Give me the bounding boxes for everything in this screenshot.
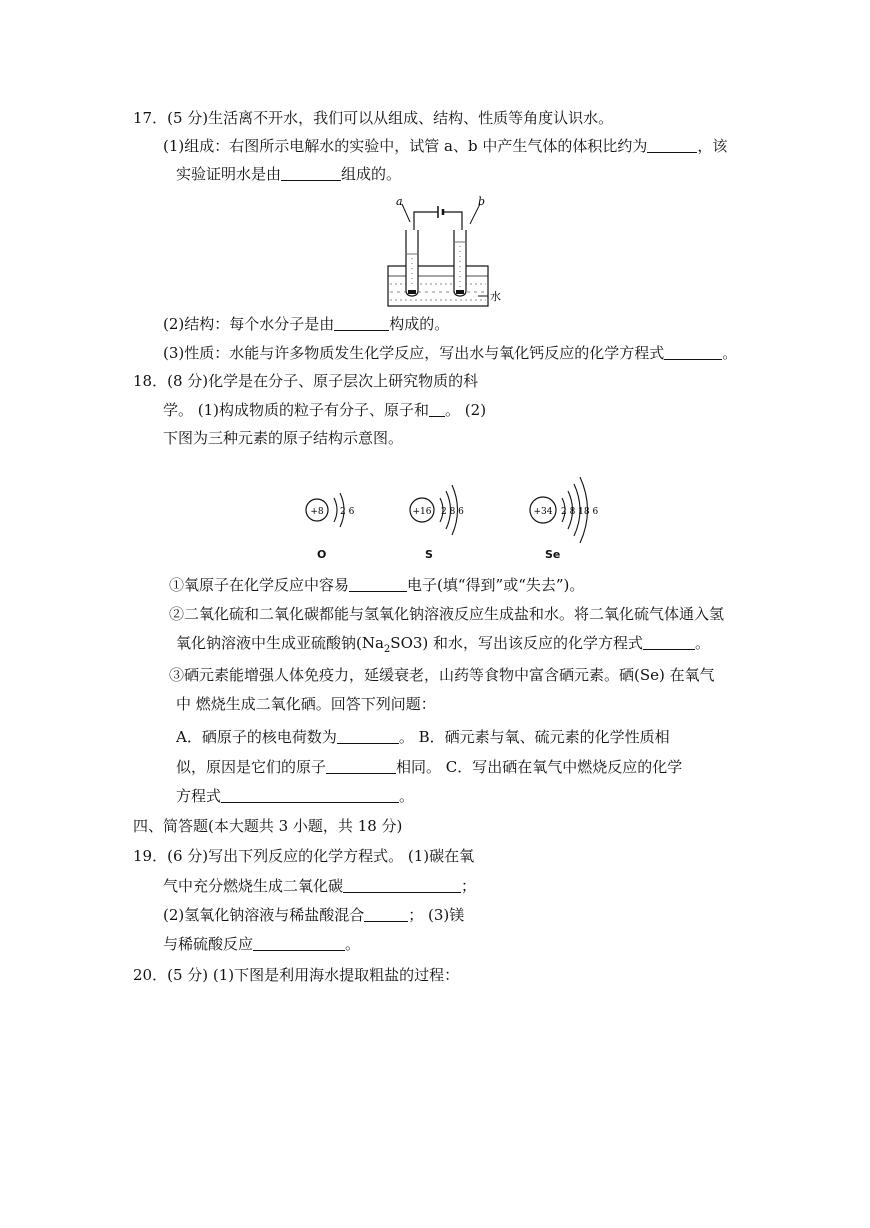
q17-equation-blank[interactable] — [664, 345, 722, 360]
q19-line2-text-a: 气中充分燃烧生成二氧化碳 — [163, 877, 344, 895]
q19-mg-blank[interactable] — [253, 936, 345, 951]
q18-sub3-lineB — [176, 757, 682, 777]
q17-part1-text-d: 组成的。 — [341, 165, 402, 183]
q18-sub2-subscript: 2 — [383, 644, 391, 655]
q18-charge-blank[interactable] — [337, 729, 399, 744]
q19-line3 — [163, 905, 464, 925]
q18-line2-text-b: 。 (2) — [445, 401, 487, 419]
shells-selenium: 2 8 18 6 — [561, 507, 599, 517]
q18-electron-blank[interactable] — [349, 577, 407, 592]
electrolysis-diagram — [380, 192, 510, 312]
q17-ratio-blank[interactable] — [647, 138, 697, 153]
q17-part3-text-a: (3)性质：水能与许多物质发生化学反应，写出水与氧化钙反应的化学方程式 — [163, 344, 665, 362]
shells-sulfur: 2 8 6 — [441, 507, 464, 517]
q18-sub1 — [169, 575, 584, 595]
q17-part3 — [163, 343, 737, 363]
shells-oxygen: 2 6 — [340, 507, 355, 517]
q20-heading: 20．(5 分) (1)下图是利用海水提取粗盐的过程： — [133, 966, 460, 984]
q18-atom-blank[interactable] — [326, 759, 396, 774]
nucleus-selenium: +34 — [533, 507, 553, 517]
q19-naoh-blank[interactable] — [364, 907, 408, 922]
q18-C-text: 相同。 C．写出硒在氧气中燃烧反应的化学 — [396, 758, 683, 776]
q18-C-end: 。 — [399, 787, 415, 805]
q18-particle-blank[interactable] — [429, 402, 445, 417]
q18-sub2-text-b: 氧化钠溶液中生成亚硫酸钠(Na — [176, 634, 384, 652]
q19-carbon-blank[interactable] — [343, 878, 461, 893]
q19-line4-text-a: 与稀硫酸反应 — [163, 935, 254, 953]
q18-A-text: A．硒原子的核电荷数为 — [176, 728, 337, 746]
q18-line3: 下图为三种元素的原子结构示意图。 — [163, 429, 404, 447]
q17-part1-line1 — [163, 136, 727, 156]
q18-sub1-text-a: ①氧原子在化学反应中容易 — [169, 576, 350, 594]
q17-structure-blank[interactable] — [334, 316, 389, 331]
atom-sulfur — [410, 485, 464, 535]
q19-line4-text-b: 。 — [345, 935, 361, 953]
nucleus-sulfur: +16 — [412, 507, 432, 517]
q17-part3-text-b: 。 — [722, 344, 738, 362]
label-water: 水 — [490, 290, 501, 303]
atom-label-oxygen: O — [317, 548, 327, 561]
q19-line2-text-b: ； — [461, 877, 477, 895]
q18-sub3-lineC — [176, 786, 414, 806]
q17-part2-text-a: (2)结构：每个水分子是由 — [163, 315, 335, 333]
q17-part2-text-b: 构成的。 — [389, 315, 450, 333]
q18-se-equation-blank[interactable] — [221, 788, 399, 803]
q17-heading: 17．(5 分)生活离不开水，我们可以从组成、结构、性质等角度认识水。 — [133, 109, 614, 127]
q19-line4 — [163, 934, 360, 954]
q18-B-text-2: 似，原因是它们的原子 — [176, 758, 327, 776]
q18-sub2-text-d: 。 — [695, 634, 711, 652]
q17-part1-text-a: (1)组成：右图所示电解水的实验中，试管 a、b 中产生气体的体积比约为 — [163, 137, 648, 155]
q17-composition-blank[interactable] — [281, 166, 341, 181]
q19-line3-text-b: ； (3)镁 — [408, 906, 465, 924]
q18-sub3-line2: 中 燃烧生成二氧化硒。回答下列问题： — [176, 695, 436, 713]
label-b: b — [478, 195, 486, 208]
q17-part2 — [163, 314, 449, 334]
q17-part1-text-b: ，该 — [697, 137, 728, 155]
q18-C-text-2: 方程式 — [176, 787, 222, 805]
q18-sub3-line1: ③硒元素能增强人体免疫力，延缓衰老，山药等食物中富含硒元素。硒(Se) 在氧气 — [169, 666, 715, 684]
q19-line2 — [163, 876, 476, 896]
q17-part1-text-c: 实验证明水是由 — [176, 165, 282, 183]
atom-structure-diagrams — [300, 465, 620, 565]
q18-sub2-text-c: SO3) 和水，写出该反应的化学方程式 — [390, 634, 644, 652]
q18-sub1-text-b: 电子(填“得到”或“失去”)。 — [407, 576, 585, 594]
nucleus-oxygen: +8 — [310, 507, 324, 517]
atom-label-sulfur: S — [425, 548, 433, 561]
q18-B-text: 。 B．硒元素与氧、硫元素的化学性质相 — [398, 728, 670, 746]
q19-line3-text-a: (2)氢氧化钠溶液与稀盐酸混合 — [163, 906, 365, 924]
atom-oxygen — [306, 493, 355, 527]
q18-sub2-line2 — [176, 633, 710, 660]
atom-selenium — [530, 477, 598, 543]
atom-label-selenium: Se — [545, 548, 561, 561]
q18-line2-text-a: 学。 (1)构成物质的粒子有分子、原子和 — [163, 401, 430, 419]
label-a: a — [396, 195, 403, 208]
q18-sub2-line1: ②二氧化硫和二氧化碳都能与氢氧化钠溶液反应生成盐和水。将二氧化硫气体通入氢 — [169, 605, 725, 623]
section-4-heading: 四、简答题(本大题共 3 小题，共 18 分) — [133, 817, 403, 835]
q18-sub3-lineA — [176, 727, 670, 747]
q18-line2 — [163, 400, 486, 420]
q18-so2-equation-blank[interactable] — [643, 635, 695, 650]
q18-heading: 18．(8 分)化学是在分子、原子层次上研究物质的科 — [133, 372, 479, 390]
q17-part1-line2 — [176, 164, 401, 184]
q19-heading: 19．(6 分)写出下列反应的化学方程式。 (1)碳在氧 — [133, 847, 475, 865]
